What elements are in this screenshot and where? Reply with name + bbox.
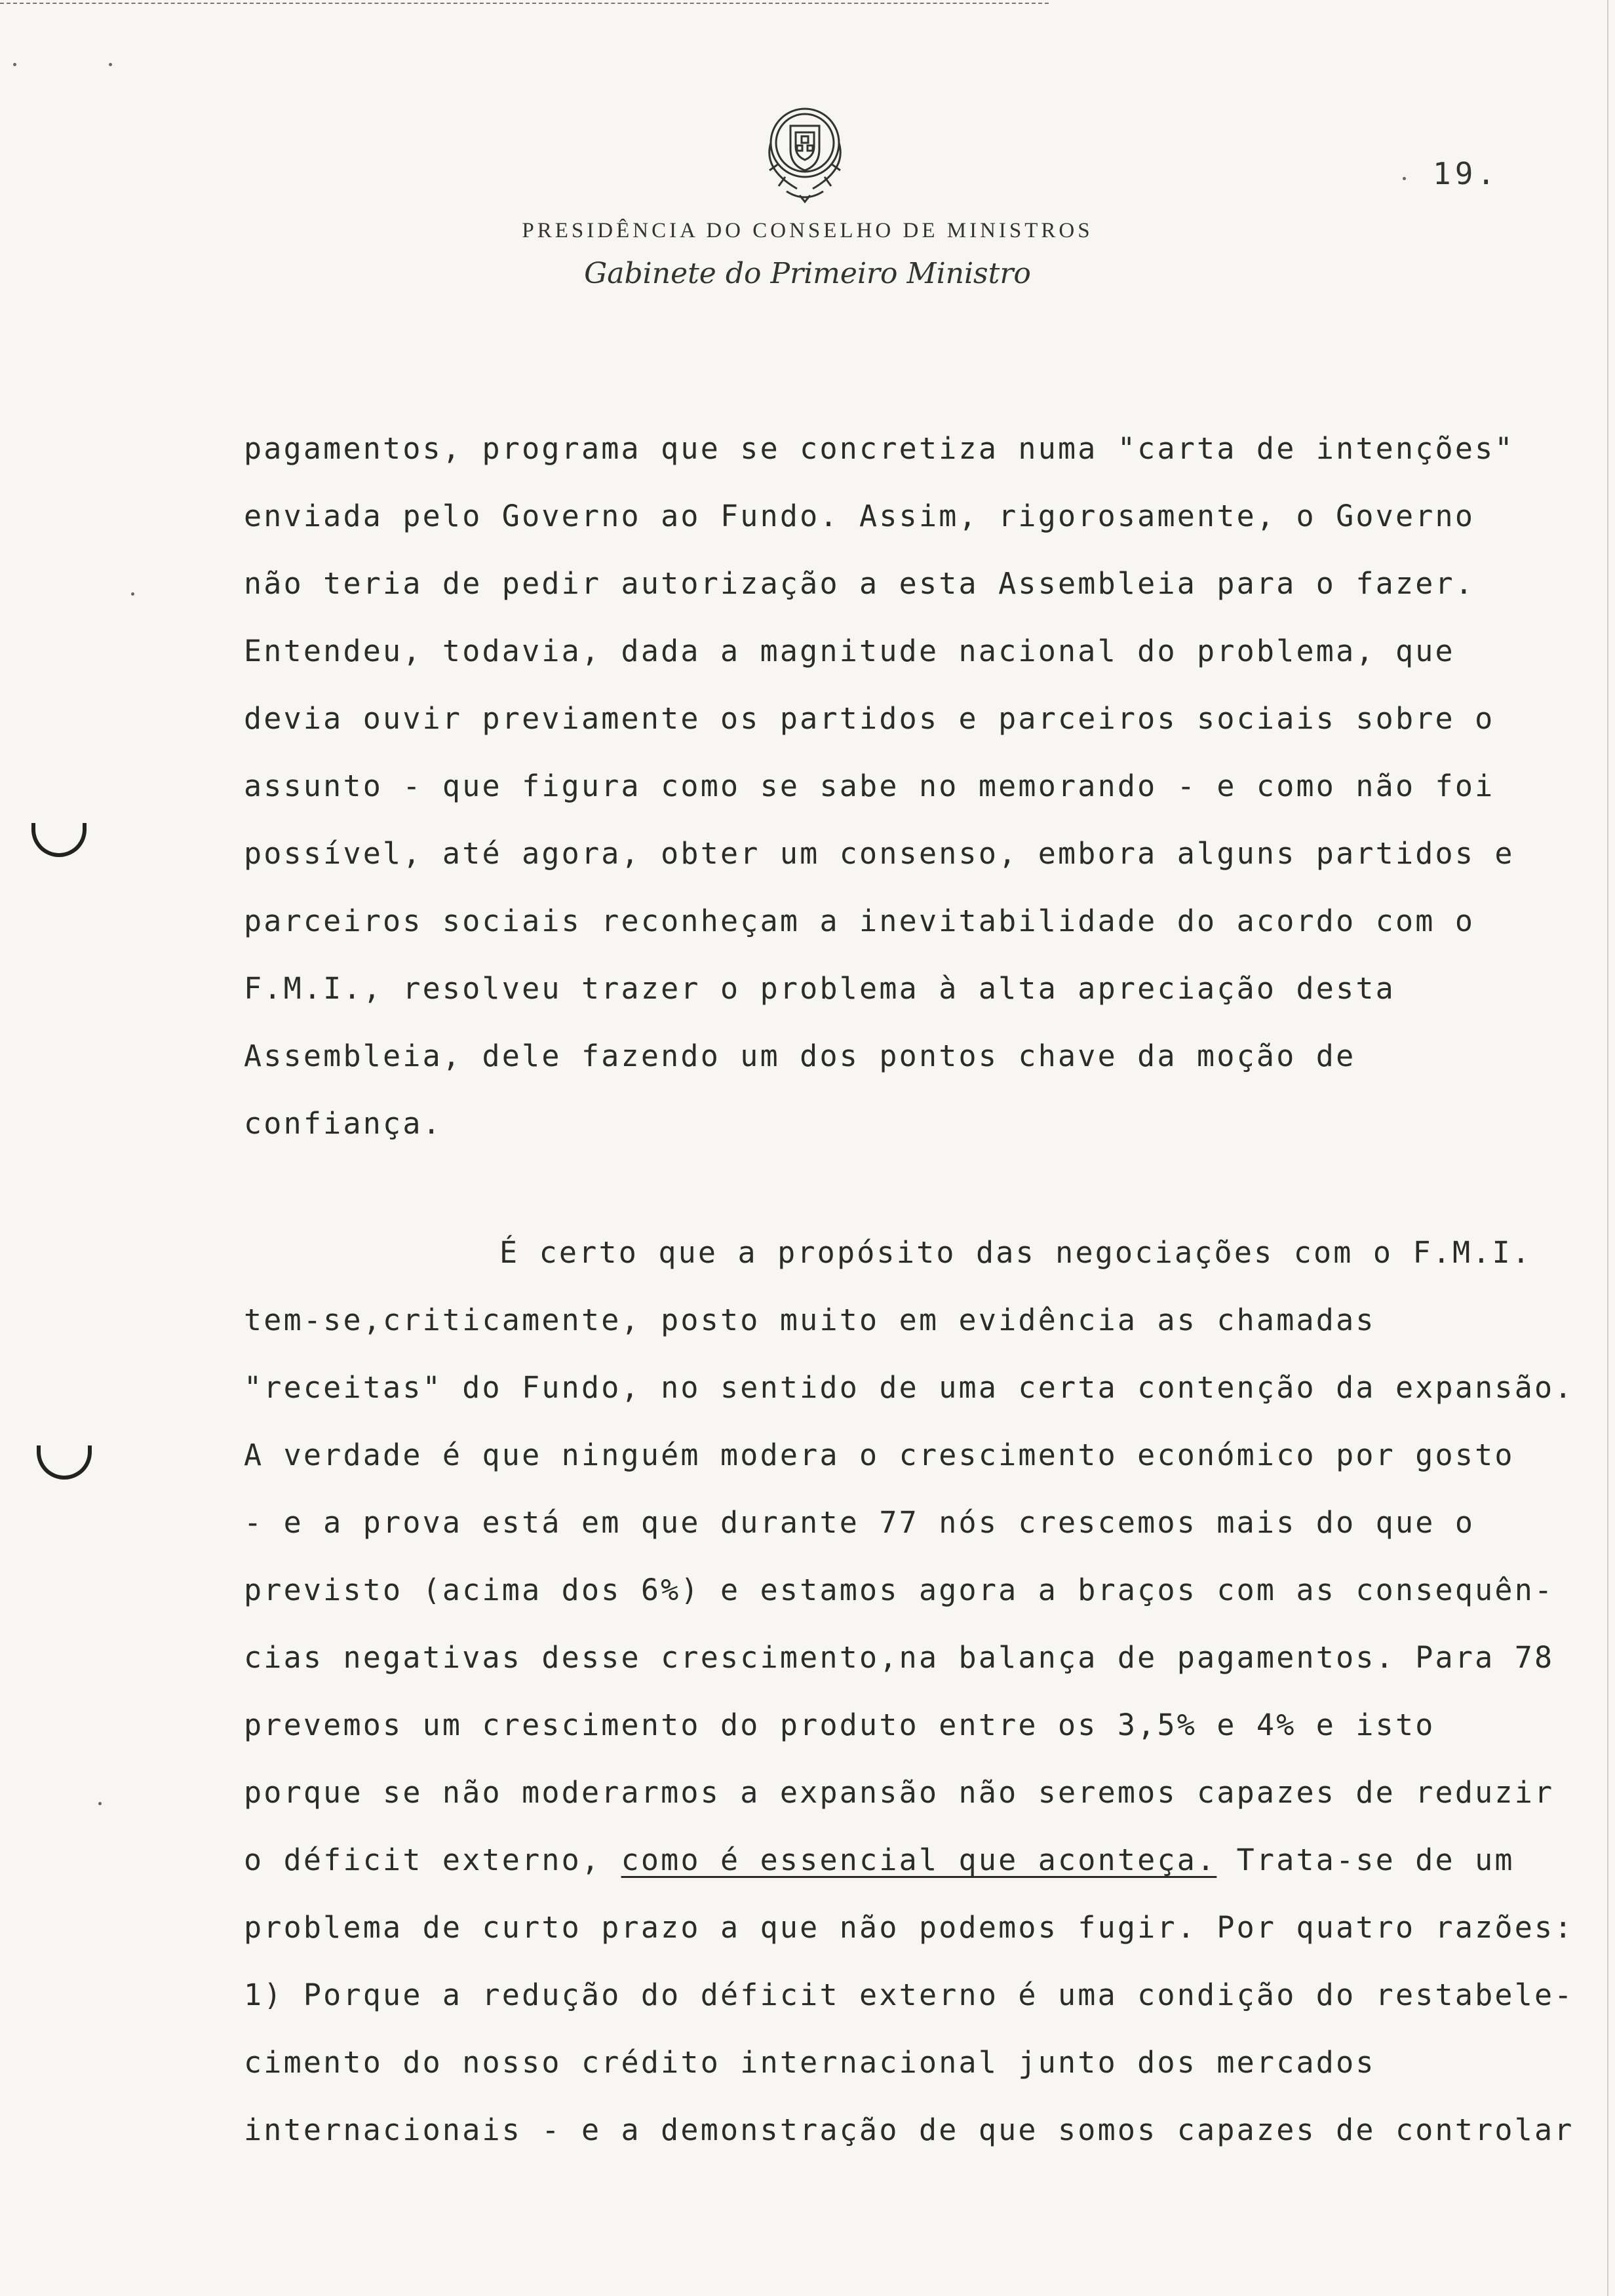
text-line: prevemos um crescimento do produto entre os 3,5% e 4% e isto xyxy=(244,1708,1435,1742)
body-text xyxy=(244,419,1581,2168)
text-line: A verdade é que ninguém modera o crescimento económico por gosto xyxy=(244,1438,1515,1472)
text-line: problema de curto prazo a que não podemos fugir. Por quatro razões: xyxy=(244,1910,1574,1945)
paragraph-2 xyxy=(244,1223,1581,2168)
text-line: Assembleia, dele fazendo um dos pontos chave da moção de xyxy=(244,1039,1356,1073)
letterhead-organization: PRESIDÊNCIA DO CONSELHO DE MINISTROS xyxy=(522,219,1093,242)
coat-of-arms-seal-icon xyxy=(739,85,870,216)
scan-speck xyxy=(1403,177,1406,180)
scan-speck xyxy=(131,592,134,596)
text-line: devia ouvir previamente os partidos e parceiros sociais sobre o xyxy=(244,701,1495,736)
text-line: enviada pelo Governo ao Fundo. Assim, rigorosamente, o Governo xyxy=(244,499,1475,533)
text-line: pagamentos, programa que se concretiza numa "carta de intenções" xyxy=(244,431,1515,466)
text-segment: Trata-se de um xyxy=(1216,1843,1515,1877)
text-line: F.M.I., resolveu trazer o problema à alta apreciação desta xyxy=(244,971,1395,1006)
text-line: "receitas" do Fundo, no sentido de uma certa contenção da expansão. xyxy=(244,1370,1574,1405)
page-number: 19. xyxy=(1433,156,1500,191)
scan-speck xyxy=(109,63,112,66)
punch-hole-mark xyxy=(37,1445,92,1480)
letterhead-office: Gabinete do Primeiro Ministro xyxy=(584,257,1031,290)
text-line: confiança. xyxy=(244,1106,442,1141)
text-segment: o déficit externo, xyxy=(244,1843,621,1877)
text-line: Entendeu, todavia, dada a magnitude nacional do problema, que xyxy=(244,634,1455,668)
punch-hole-mark xyxy=(31,823,87,857)
text-line: cias negativas desse crescimento,na balança de pagamentos. Para 78 xyxy=(244,1640,1555,1675)
text-line: não teria de pedir autorização a esta Assembleia para o fazer. xyxy=(244,566,1475,601)
text-line: 1) Porque a redução do déficit externo é uma condição do restabele- xyxy=(244,1978,1574,2012)
underlined-phrase: como é essencial que aconteça. xyxy=(621,1843,1217,1877)
text-line: porque se não moderarmos a expansão não seremos capazes de reduzir xyxy=(244,1775,1555,1810)
text-line: parceiros sociais reconheçam a inevitabilidade do acordo com o xyxy=(244,904,1475,938)
scan-edge-right xyxy=(1607,0,1608,2296)
text-line-underlined xyxy=(244,1831,1581,1898)
text-line: assunto - que figura como se sabe no memorando - e como não foi xyxy=(244,769,1495,803)
text-line: É certo que a propósito das negociações com o F.M.I. xyxy=(499,1235,1532,1270)
scan-speck xyxy=(98,1802,102,1805)
text-line: tem-se,criticamente, posto muito em evidência as chamadas xyxy=(244,1303,1376,1337)
text-line: internacionais - e a demonstração de que somos capazes de controlar xyxy=(244,2113,1574,2147)
paragraph-1 xyxy=(244,419,1581,1162)
scan-edge-top xyxy=(0,3,1049,4)
text-line: cimento do nosso crédito internacional junto dos mercados xyxy=(244,2045,1376,2080)
paragraph-gap xyxy=(244,1162,1581,1223)
text-line: possível, até agora, obter um consenso, embora alguns partidos e xyxy=(244,836,1515,871)
text-line: previsto (acima dos 6%) e estamos agora a braços com as consequên- xyxy=(244,1573,1555,1607)
text-line: - e a prova está em que durante 77 nós crescemos mais do que o xyxy=(244,1505,1475,1540)
scan-speck xyxy=(13,63,16,66)
